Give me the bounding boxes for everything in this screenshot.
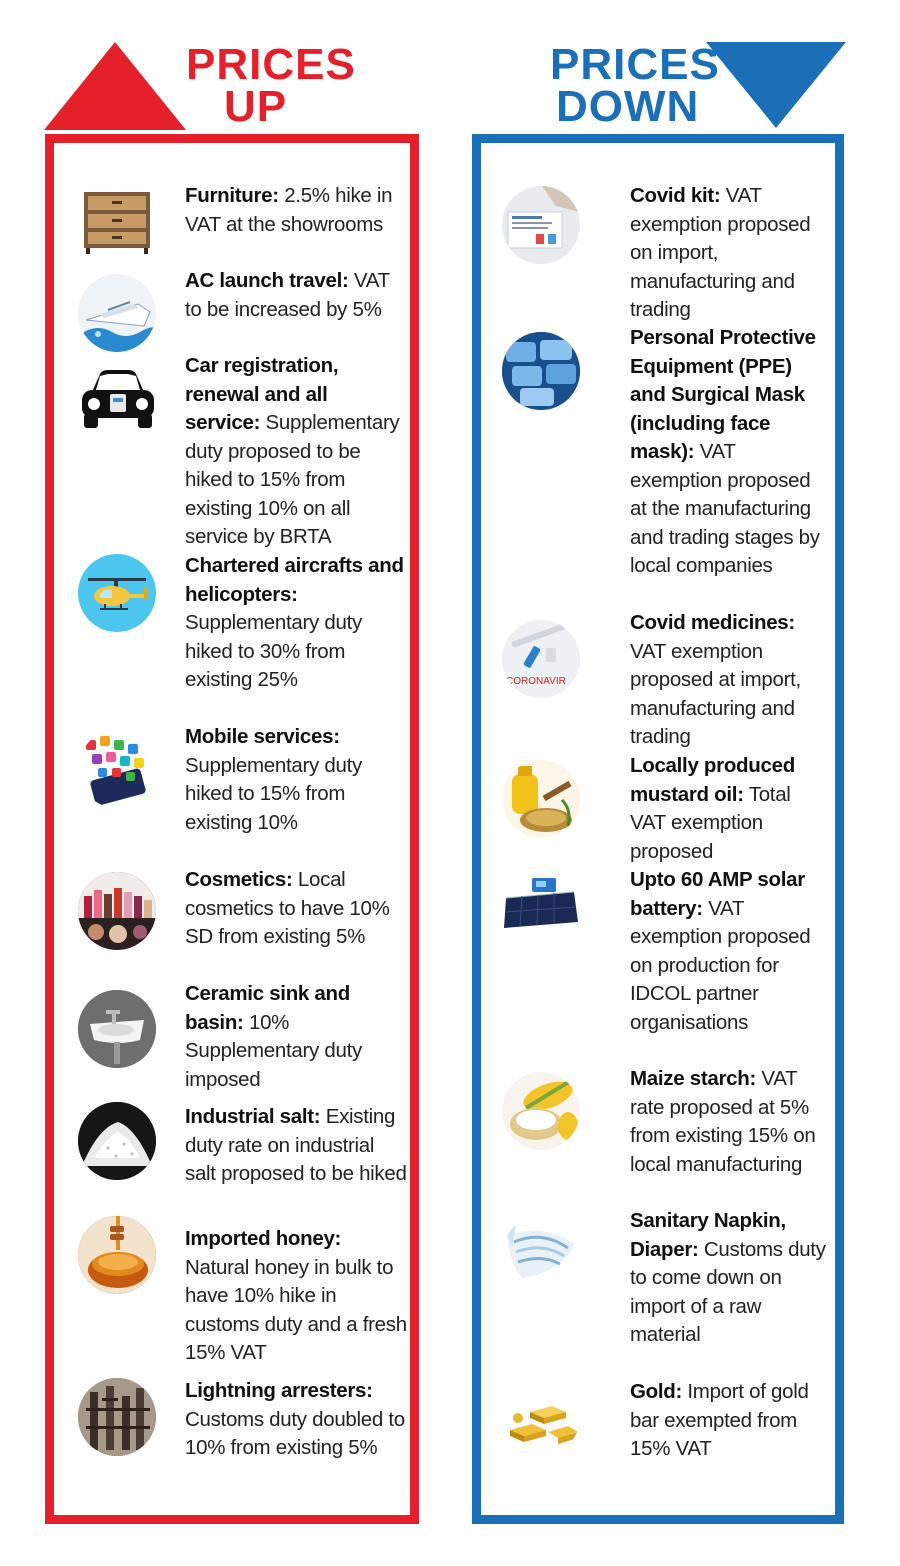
mask-icon: [502, 332, 580, 410]
car-icon: [78, 364, 156, 442]
item-description: Supplementary duty hiked to 30% from existing 25%: [185, 611, 362, 691]
item-description: Supplementary duty proposed to be hiked to 15% from existing 10% on all service by BRTA: [185, 411, 400, 548]
item-title: Chartered aircrafts and helicopters:: [185, 554, 404, 606]
maize-icon: [502, 1072, 580, 1150]
prices-up-title-line1: PRICES: [186, 40, 356, 89]
napkin-icon: [502, 1216, 580, 1294]
item-title: Car registration, renewal and all service:: [185, 354, 339, 434]
item-description: Total VAT exemption proposed: [630, 782, 791, 863]
mustard-oil-icon: [502, 760, 580, 838]
prices-down-title-line1: PRICES: [550, 40, 720, 89]
item-description: 2.5% hike in VAT at the showrooms: [185, 184, 393, 236]
up-arrow-icon: [44, 42, 186, 130]
prices-up-title: [186, 40, 356, 131]
item-title: Gold:: [630, 1380, 683, 1403]
covid-medicine-icon: [502, 620, 580, 698]
item-title: Sanitary Napkin, Diaper:: [630, 1209, 786, 1261]
item-title: Furniture:: [185, 184, 279, 207]
gold-icon: [502, 1378, 580, 1456]
covid-medicine-icon-label: CORONAVIR: [506, 676, 566, 687]
item-description: VAT rate proposed at 5% from existing 15% on local manufacturing: [630, 1067, 816, 1176]
item-title: Cosmetics:: [185, 868, 293, 891]
prices-down-title: [550, 40, 720, 131]
item-description: VAT exemption proposed at import, manufacturing and trading: [630, 639, 801, 748]
item-description: Supplementary duty hiked to 15% from existing 10%: [185, 753, 362, 834]
down-arrow-icon: [706, 42, 846, 128]
item-description: VAT to be increased by 5%: [185, 269, 390, 321]
item-description: Customs duty doubled to 10% from existing 5%: [185, 1407, 405, 1459]
item-title: Ceramic sink and basin:: [185, 982, 350, 1034]
item-description: Customs duty to come down on import of a raw material: [630, 1237, 826, 1346]
item-title: AC launch travel:: [185, 269, 349, 292]
item-title: Upto 60 AMP solar battery:: [630, 868, 805, 920]
item-description: Existing duty rate on industrial salt proposed to be hiked: [185, 1105, 407, 1185]
mobile-apps-icon: [78, 730, 156, 808]
covid-kit-icon: [502, 186, 580, 264]
item-title: Lightning arresters:: [185, 1379, 373, 1402]
item-title: Maize starch:: [630, 1067, 756, 1090]
furniture-icon: [78, 186, 156, 264]
salt-icon: [78, 1102, 156, 1180]
item-title: Covid medicines:: [630, 611, 795, 634]
item-description: Local cosmetics to have 10% SD from existing 5%: [185, 868, 390, 948]
honey-icon: [78, 1216, 156, 1294]
item-title: Imported honey:: [185, 1227, 342, 1250]
item-description: VAT exemption proposed on import, manufacturing and trading: [630, 184, 811, 321]
sink-icon: [78, 990, 156, 1068]
item-description: Import of gold bar exempted from 15% VAT: [630, 1380, 809, 1460]
item-description: VAT exemption proposed at the manufacturing and trading stages by local companies: [630, 440, 820, 577]
item-title: Locally produced mustard oil:: [630, 754, 795, 806]
item-description: VAT exemption proposed on production for IDCOL partner organisations: [630, 896, 811, 1034]
cosmetics-icon: [78, 872, 156, 950]
helicopter-icon: [78, 554, 156, 632]
item-title: Covid kit:: [630, 184, 721, 207]
ship-icon: [78, 274, 156, 352]
item-description: Natural honey in bulk to have 10% hike in customs duty and a fresh 15% VAT: [185, 1255, 407, 1364]
item-description: 10% Supplementary duty imposed: [185, 1010, 362, 1091]
solar-battery-icon: [502, 874, 580, 952]
item-title: Mobile services:: [185, 725, 340, 748]
prices-up-title-line2: UP: [224, 82, 288, 131]
lightning-arrester-icon: [78, 1378, 156, 1456]
item-title: Personal Protective Equipment (PPE) and Surgical Mask (including face mask):: [630, 326, 816, 463]
prices-down-title-line2: DOWN: [556, 82, 700, 131]
item-title: Industrial salt:: [185, 1105, 321, 1128]
